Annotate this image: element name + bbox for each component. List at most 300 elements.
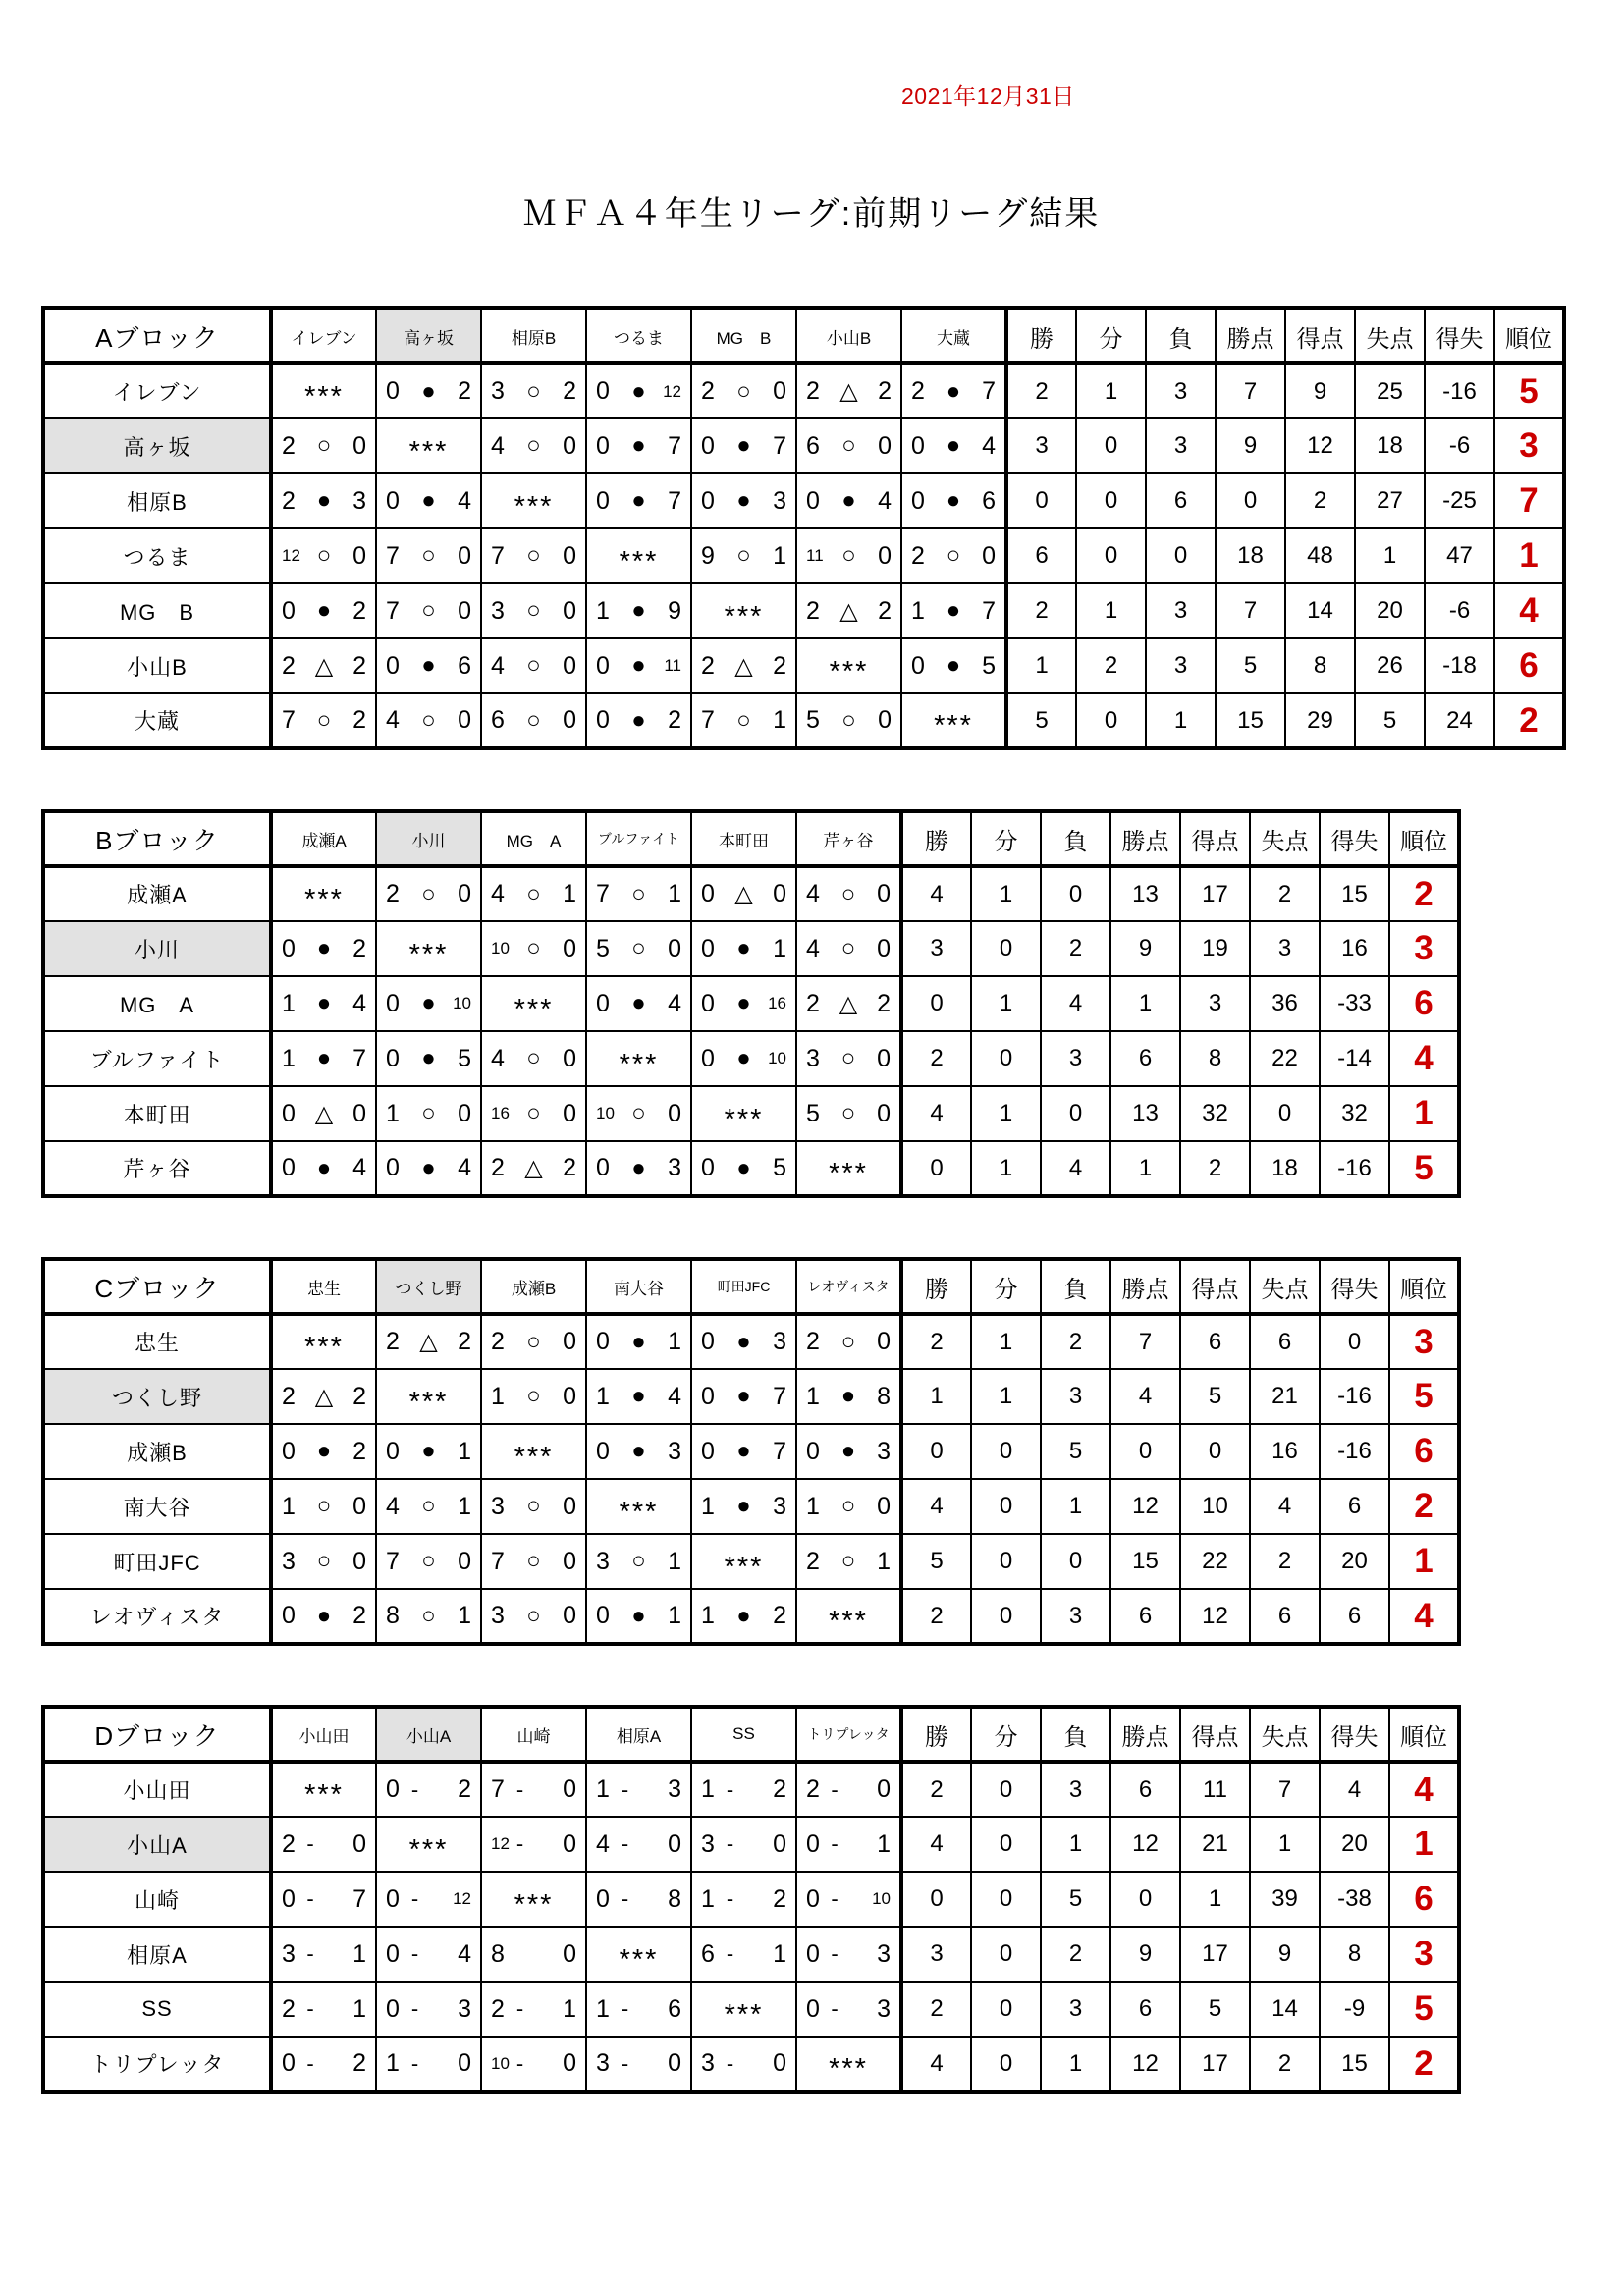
- score-right: 3: [352, 486, 366, 515]
- team-column-header: 小川: [376, 811, 481, 866]
- match-result-cell: [691, 1086, 796, 1141]
- stat-cell: 2: [1041, 921, 1110, 976]
- result-mark: ○: [421, 1602, 436, 1629]
- score-right: 12: [453, 1889, 471, 1908]
- result-mark: ●: [736, 1493, 751, 1519]
- stat-cell: 17: [1180, 1927, 1250, 1982]
- team-column-header: 高ヶ坂: [376, 308, 481, 363]
- team-row: [43, 693, 1564, 748]
- score-left: 2: [282, 431, 296, 460]
- match-result: [692, 1087, 795, 1140]
- match-result-cell: [376, 1982, 481, 2037]
- result-mark: △: [314, 1100, 334, 1127]
- block-c-table: [41, 1257, 1461, 1646]
- team-column-header: MG B: [691, 308, 796, 363]
- page-title: ＭＦＡ４年生リーグ:前期リーグ結果: [522, 195, 1101, 233]
- match-result: [587, 1590, 690, 1642]
- match-result-cell: [586, 2037, 691, 2092]
- match-result: [587, 694, 690, 746]
- match-result-cell: [376, 473, 481, 528]
- score-right: 2: [458, 1328, 471, 1355]
- result-mark: ○: [526, 1100, 541, 1126]
- stat-cell: 39: [1250, 1872, 1320, 1927]
- match-result: [692, 694, 795, 746]
- stat-cell: 25: [1355, 363, 1425, 418]
- match-result: [273, 584, 375, 637]
- match-result: [692, 922, 795, 975]
- stat-cell: 0: [971, 1424, 1041, 1479]
- result-mark: ***: [408, 1833, 449, 1866]
- result-mark: ●: [631, 597, 646, 624]
- stat-cell: 2: [1285, 473, 1355, 528]
- match-result: [587, 1032, 690, 1085]
- score-left: 0: [911, 486, 925, 515]
- match-result-cell: [586, 1589, 691, 1644]
- stat-cell: 6: [1110, 1589, 1180, 1644]
- match-result: [692, 1818, 795, 1871]
- stat-cell: 4: [1041, 1141, 1110, 1196]
- score-right: 0: [877, 1492, 891, 1520]
- match-result-cell: [376, 1762, 481, 1817]
- stat-cell: 0: [971, 1589, 1041, 1644]
- score-left: 6: [701, 1940, 715, 1968]
- match-result-cell: [796, 1589, 901, 1644]
- score-left: 1: [386, 2050, 400, 2077]
- result-mark: -: [306, 1941, 314, 1966]
- stat-cell: -16: [1320, 1369, 1389, 1424]
- rank-cell: 3: [1389, 921, 1459, 976]
- stat-cell: 1: [1006, 638, 1076, 693]
- rank-cell: 4: [1389, 1762, 1459, 1817]
- stat-cell: 18: [1250, 1141, 1320, 1196]
- match-result-cell: [796, 1424, 901, 1479]
- match-result: [273, 1983, 375, 2036]
- score-right: 0: [878, 431, 892, 460]
- match-result-cell: [376, 1031, 481, 1086]
- match-result: [273, 474, 375, 527]
- match-result: [273, 1818, 375, 1871]
- result-mark: ○: [736, 542, 751, 569]
- match-result: [587, 1928, 690, 1981]
- score-left: 0: [701, 934, 715, 962]
- match-result-cell: [691, 1534, 796, 1589]
- match-result-cell: [796, 1927, 901, 1982]
- match-result: [482, 1142, 585, 1194]
- header-row: [43, 1259, 1459, 1314]
- score-left: 3: [491, 377, 505, 405]
- result-mark: ***: [619, 1048, 659, 1080]
- score-right: 16: [768, 994, 786, 1012]
- result-mark: -: [726, 1777, 734, 1802]
- score-right: 0: [352, 1492, 366, 1520]
- stat-cell: 47: [1425, 528, 1494, 583]
- team-row: [43, 1817, 1459, 1872]
- score-right: 4: [458, 486, 471, 515]
- stat-cell: 4: [1320, 1762, 1389, 1817]
- match-result-cell: [691, 1589, 796, 1644]
- result-mark: ●: [631, 652, 646, 679]
- match-result-cell: [481, 866, 586, 921]
- match-result-cell: [691, 976, 796, 1031]
- result-mark: -: [410, 2050, 419, 2076]
- match-result: [273, 1873, 375, 1926]
- score-right: 0: [877, 1776, 891, 1803]
- score-right: 2: [352, 1602, 366, 1629]
- stat-cell: 1: [971, 1141, 1041, 1196]
- stat-cell: 0: [901, 1424, 971, 1479]
- score-left: 4: [491, 431, 505, 460]
- result-mark: -: [515, 1777, 524, 1802]
- rank-cell: 6: [1389, 1424, 1459, 1479]
- stat-cell: 0: [971, 2037, 1041, 2092]
- result-mark: ***: [304, 884, 344, 915]
- match-result: [902, 584, 1004, 637]
- score-right: 7: [668, 431, 681, 460]
- score-right: 7: [352, 1885, 366, 1913]
- score-left: 4: [386, 706, 400, 734]
- score-left: 7: [701, 706, 715, 734]
- score-left: 0: [596, 651, 610, 680]
- match-result-cell: [376, 363, 481, 418]
- match-result: [482, 1764, 585, 1816]
- match-result: [273, 1370, 375, 1423]
- stat-cell: 1: [1250, 1817, 1320, 1872]
- stat-cell: 13: [1110, 1086, 1180, 1141]
- stat-cell: 5: [1180, 1982, 1250, 2037]
- match-result: [273, 1087, 375, 1140]
- block-d-table: [41, 1705, 1461, 2094]
- score-left: 0: [282, 1437, 296, 1465]
- match-result-cell: [481, 1817, 586, 1872]
- match-result-cell: [481, 693, 586, 748]
- match-result: [377, 1873, 480, 1926]
- rank-cell: 1: [1389, 1086, 1459, 1141]
- result-mark: -: [306, 1996, 314, 2021]
- score-right: 0: [563, 1382, 576, 1410]
- score-left: 3: [282, 1940, 296, 1968]
- score-right: 0: [352, 1830, 366, 1858]
- result-mark: ●: [316, 597, 332, 624]
- match-result-cell: [481, 528, 586, 583]
- stat-cell: 16: [1320, 921, 1389, 976]
- match-result: [797, 1032, 899, 1085]
- match-result-cell: [586, 866, 691, 921]
- match-result: [377, 1983, 480, 2036]
- stat-cell: 15: [1216, 693, 1285, 748]
- score-left: 0: [806, 1830, 820, 1858]
- match-result: [273, 868, 375, 920]
- match-result-cell: [481, 1479, 586, 1534]
- match-result-cell: [376, 528, 481, 583]
- team-name-cell: 相原A: [43, 1927, 271, 1982]
- match-result-cell: [691, 1872, 796, 1927]
- result-mark: ○: [421, 597, 436, 624]
- match-result: [587, 1535, 690, 1588]
- stat-column-header: 分: [971, 811, 1041, 866]
- result-mark: -: [515, 1831, 524, 1856]
- match-result-cell: [481, 1589, 586, 1644]
- stat-cell: 1: [971, 1369, 1041, 1424]
- stat-cell: 5: [1180, 1369, 1250, 1424]
- score-right: 3: [877, 1437, 891, 1465]
- result-mark: ○: [631, 880, 646, 907]
- stat-cell: 17: [1180, 866, 1250, 921]
- match-result-cell: [796, 1479, 901, 1534]
- score-right: 1: [458, 1437, 471, 1465]
- stat-cell: 4: [901, 1817, 971, 1872]
- match-result-cell: [481, 1927, 586, 1982]
- team-row: [43, 418, 1564, 473]
- stat-cell: 19: [1180, 921, 1250, 976]
- match-result: [797, 1928, 899, 1981]
- match-result: [692, 584, 795, 637]
- score-left: 0: [282, 934, 296, 962]
- match-result-cell: [586, 1534, 691, 1589]
- stat-cell: 12: [1110, 2037, 1180, 2092]
- match-result: [273, 1535, 375, 1588]
- score-left: 1: [596, 1995, 610, 2023]
- stat-column-header: 失点: [1250, 1259, 1320, 1314]
- match-result: [482, 1535, 585, 1588]
- match-result-cell: [796, 1086, 901, 1141]
- match-result: [692, 1764, 795, 1816]
- result-mark: △: [839, 378, 858, 405]
- match-result: [902, 694, 1004, 746]
- score-right: 0: [668, 1830, 681, 1858]
- team-name-cell: つるま: [43, 528, 271, 583]
- score-left: 0: [806, 1885, 820, 1913]
- team-column-header: 大蔵: [901, 308, 1006, 363]
- stat-cell: 4: [901, 1479, 971, 1534]
- match-result-cell: [271, 1534, 376, 1589]
- match-result-cell: [376, 2037, 481, 2092]
- stat-cell: 5: [901, 1534, 971, 1589]
- stat-cell: 1: [1041, 1479, 1110, 1534]
- result-mark: △: [839, 597, 858, 625]
- match-result: [587, 1873, 690, 1926]
- score-right: 0: [773, 1830, 786, 1858]
- match-result-cell: [691, 473, 796, 528]
- stat-cell: 3: [1146, 363, 1216, 418]
- score-left: 2: [806, 1776, 820, 1803]
- stat-cell: 0: [1110, 1424, 1180, 1479]
- team-row: [43, 1762, 1459, 1817]
- match-result-cell: [796, 1982, 901, 2037]
- score-left: 0: [596, 1328, 610, 1355]
- score-left: 7: [386, 1547, 400, 1575]
- score-right: 0: [563, 431, 576, 460]
- match-result-cell: [481, 418, 586, 473]
- match-result-cell: [796, 921, 901, 976]
- result-mark: ●: [421, 1045, 436, 1071]
- rank-cell: 1: [1389, 1817, 1459, 1872]
- match-result-cell: [691, 2037, 796, 2092]
- score-right: 5: [458, 1044, 471, 1072]
- score-left: 0: [282, 1885, 296, 1913]
- match-result-cell: [271, 1479, 376, 1534]
- team-name-cell: 本町田: [43, 1086, 271, 1141]
- score-right: 1: [668, 1602, 681, 1629]
- match-result-cell: [691, 1982, 796, 2037]
- stat-cell: -6: [1425, 418, 1494, 473]
- stat-cell: 29: [1285, 693, 1355, 748]
- team-name-cell: 成瀬A: [43, 866, 271, 921]
- result-mark: △: [419, 1329, 438, 1355]
- score-left: 1: [386, 1099, 400, 1127]
- score-right: 0: [563, 706, 576, 734]
- match-result: [797, 868, 899, 920]
- match-result: [377, 1370, 480, 1423]
- match-result: [692, 1535, 795, 1588]
- result-mark: ●: [736, 990, 751, 1016]
- match-result-cell: [271, 473, 376, 528]
- stat-cell: 9: [1216, 418, 1285, 473]
- score-left: 9: [701, 541, 715, 570]
- result-mark: ●: [736, 1045, 751, 1071]
- team-name-cell: 町田JFC: [43, 1534, 271, 1589]
- result-mark: ●: [316, 1154, 332, 1181]
- stat-cell: 2: [1076, 638, 1146, 693]
- stat-cell: 1: [1110, 976, 1180, 1031]
- match-result-cell: [586, 1424, 691, 1479]
- match-result: [587, 1087, 690, 1140]
- stat-cell: 0: [1041, 866, 1110, 921]
- result-mark: -: [831, 1831, 839, 1856]
- rank-cell: 3: [1389, 1314, 1459, 1369]
- result-mark: ○: [840, 880, 856, 907]
- score-left: 7: [491, 1776, 505, 1803]
- rank-cell: 6: [1389, 1872, 1459, 1927]
- score-right: 2: [773, 1776, 786, 1803]
- match-result: [587, 1370, 690, 1423]
- score-right: 2: [668, 706, 681, 734]
- match-result-cell: [691, 1927, 796, 1982]
- match-result-cell: [271, 976, 376, 1031]
- result-mark: ●: [421, 487, 436, 514]
- score-right: 3: [773, 1328, 786, 1355]
- score-left: 7: [282, 706, 296, 734]
- match-result-cell: [376, 1479, 481, 1534]
- match-result: [797, 1983, 899, 2036]
- match-result: [482, 977, 585, 1030]
- stat-cell: 2: [1041, 1927, 1110, 1982]
- score-right: 0: [982, 541, 996, 570]
- team-row: [43, 921, 1459, 976]
- match-result-cell: [691, 638, 796, 693]
- match-result: [273, 694, 375, 746]
- score-right: 2: [352, 2050, 366, 2077]
- match-result-cell: [481, 1369, 586, 1424]
- score-right: 10: [872, 1889, 891, 1908]
- result-mark: ***: [619, 1943, 659, 1976]
- header-row: [43, 811, 1459, 866]
- stat-column-header: 負: [1041, 1707, 1110, 1762]
- match-result: [797, 1535, 899, 1588]
- stat-cell: 32: [1320, 1086, 1389, 1141]
- result-mark: ●: [631, 1602, 646, 1629]
- stat-cell: 14: [1250, 1982, 1320, 2037]
- score-right: 2: [773, 1602, 786, 1629]
- score-left: 10: [596, 1104, 615, 1122]
- score-left: 0: [596, 989, 610, 1017]
- team-column-header: つくし野: [376, 1259, 481, 1314]
- stat-cell: 2: [1006, 363, 1076, 418]
- match-result-cell: [691, 921, 796, 976]
- table-body: [43, 363, 1564, 748]
- stat-cell: 3: [901, 921, 971, 976]
- stat-cell: 3: [1041, 1031, 1110, 1086]
- score-right: 2: [352, 1437, 366, 1465]
- result-mark: -: [726, 2050, 734, 2076]
- score-right: 0: [563, 541, 576, 570]
- result-mark: ○: [631, 1100, 646, 1126]
- team-column-header: 小山B: [796, 308, 901, 363]
- score-right: 3: [877, 1995, 891, 2023]
- score-left: 4: [491, 880, 505, 907]
- match-result-cell: [376, 583, 481, 638]
- match-result-cell: [481, 1424, 586, 1479]
- stat-column-header: 勝点: [1110, 811, 1180, 866]
- match-result: [482, 1032, 585, 1085]
- score-left: 0: [386, 1044, 400, 1072]
- score-left: 2: [491, 1995, 505, 2023]
- result-mark: ●: [946, 652, 961, 679]
- stat-cell: 12: [1285, 418, 1355, 473]
- team-name-cell: 南大谷: [43, 1479, 271, 1534]
- score-left: 0: [282, 2050, 296, 2077]
- match-result: [377, 1425, 480, 1478]
- result-mark: ●: [316, 487, 332, 514]
- score-right: 3: [773, 1492, 786, 1520]
- match-result: [377, 529, 480, 582]
- table-body: [43, 1314, 1459, 1644]
- score-right: 0: [458, 1547, 471, 1575]
- match-result-cell: [796, 1762, 901, 1817]
- score-right: 0: [668, 1099, 681, 1127]
- match-result: [797, 1873, 899, 1926]
- stat-column-header: 順位: [1389, 1259, 1459, 1314]
- score-left: 0: [386, 989, 400, 1017]
- match-result: [482, 2038, 585, 2090]
- score-right: 3: [668, 1154, 681, 1181]
- match-result: [797, 584, 900, 637]
- match-result-cell: [271, 1817, 376, 1872]
- score-right: 1: [668, 1547, 681, 1575]
- match-result: [692, 2038, 795, 2090]
- match-result-cell: [271, 1141, 376, 1196]
- result-mark: ***: [934, 710, 973, 741]
- match-result: [377, 1087, 480, 1140]
- stat-cell: 1: [1041, 2037, 1110, 2092]
- team-column-header: 相原A: [586, 1707, 691, 1762]
- result-mark: ○: [526, 706, 541, 734]
- score-left: 12: [491, 1834, 510, 1853]
- match-result-cell: [796, 638, 901, 693]
- score-left: 1: [491, 1382, 505, 1410]
- score-right: 1: [668, 1328, 681, 1355]
- match-result-cell: [271, 693, 376, 748]
- score-left: 2: [491, 1328, 505, 1355]
- result-mark: -: [410, 1777, 419, 1802]
- result-mark: ***: [724, 1551, 764, 1583]
- match-result-cell: [376, 638, 481, 693]
- score-left: 0: [701, 1382, 715, 1410]
- stat-cell: -16: [1320, 1141, 1389, 1196]
- stat-column-header: 勝: [901, 1259, 971, 1314]
- match-result: [482, 1425, 585, 1478]
- match-result: [377, 1142, 480, 1194]
- stat-cell: 5: [1006, 693, 1076, 748]
